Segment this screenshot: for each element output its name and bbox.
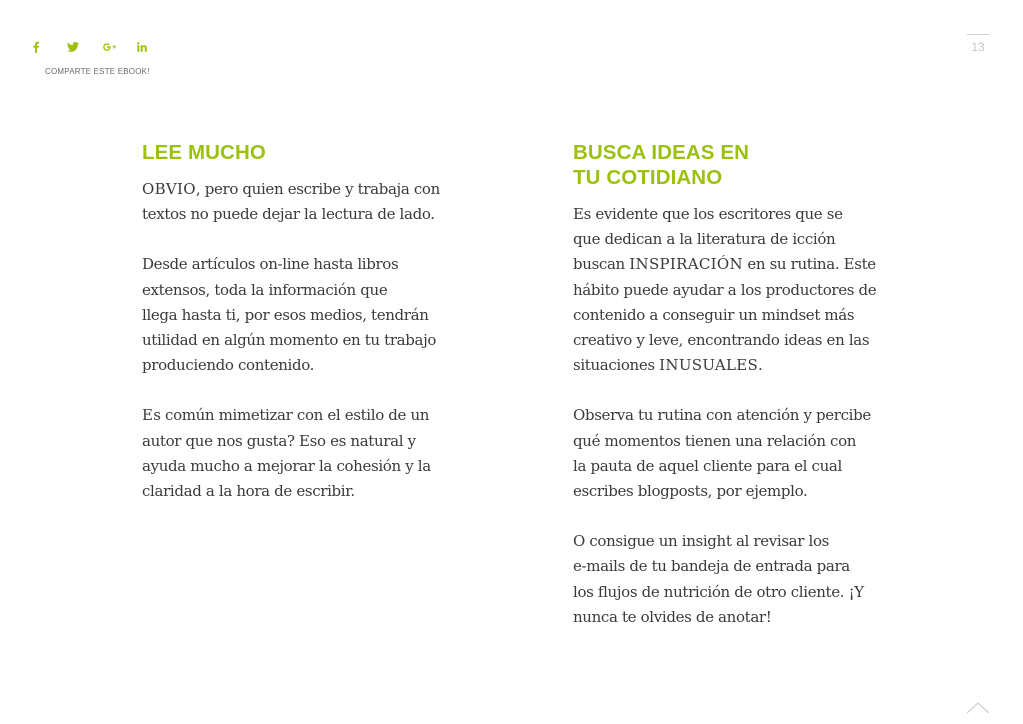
emphasis-word: OBVIO [142, 180, 196, 198]
paragraph-text: Es evidente que los escritores que se que dedican a la literatura de icción buscan [573, 205, 843, 274]
section-title [573, 140, 903, 190]
drop-letter: E [142, 406, 154, 425]
paragraph-text: s común mimetizar con el estilo de un autor que nos gusta? Eso es natural y ayuda mucho a mejorar la cohesión y la claridad a la hora de escribir. [142, 406, 431, 501]
emphasis-word: INSPIRACIÓN [629, 255, 743, 274]
twitter-icon[interactable] [65, 38, 100, 56]
facebook-icon[interactable] [30, 38, 65, 56]
paragraph-text: . [758, 356, 763, 375]
section-busca-ideas [573, 140, 903, 655]
google-plus-icon[interactable] [100, 38, 135, 56]
paragraph-1 [573, 202, 903, 378]
title-line-2: TU COTIDIANO [573, 166, 723, 189]
share-label: COMPARTE ESTE EBOOK! [45, 67, 150, 76]
paragraph-3 [142, 403, 462, 504]
paragraph-text: , pero quien escribe y trabaja con textos no puede dejar la lectura de lado. [142, 180, 440, 224]
share-bar [30, 38, 170, 76]
paragraph-text: en su rutina. Este hábito puede ayudar a los productores de contenido a conseguir un mindset más creativo y leve, encontrando ideas en las situaciones [573, 255, 877, 375]
paragraph-1 [142, 177, 462, 227]
paragraph-2: Desde artículos on-line hasta libros extensos, toda la información que llega hasta ti, por esos medios, tendrán utilidad en algún momento en tu trabajo produciendo contenido. [142, 255, 437, 375]
paragraph-2: Observa tu rutina con atención y percibe qué momentos tienen una relación con la pauta de aquel cliente para el cual escribes blogposts, por ejemplo. [573, 406, 871, 501]
chevron-up-icon[interactable] [965, 698, 991, 714]
emphasis-word: INUSUALES [659, 356, 759, 375]
section-title: LEE MUCHO [142, 141, 266, 164]
share-icons [30, 38, 170, 56]
section-lee-mucho [142, 140, 462, 529]
linkedin-icon[interactable] [135, 38, 170, 56]
title-line-1: BUSCA IDEAS EN [573, 141, 750, 164]
page-number: 13 [967, 34, 989, 54]
paragraph-3: O consigue un insight al revisar los e-mails de tu bandeja de entrada para los flujos de nutrición de otro cliente. ¡Y nunca te olvides de anotar! [573, 532, 864, 626]
